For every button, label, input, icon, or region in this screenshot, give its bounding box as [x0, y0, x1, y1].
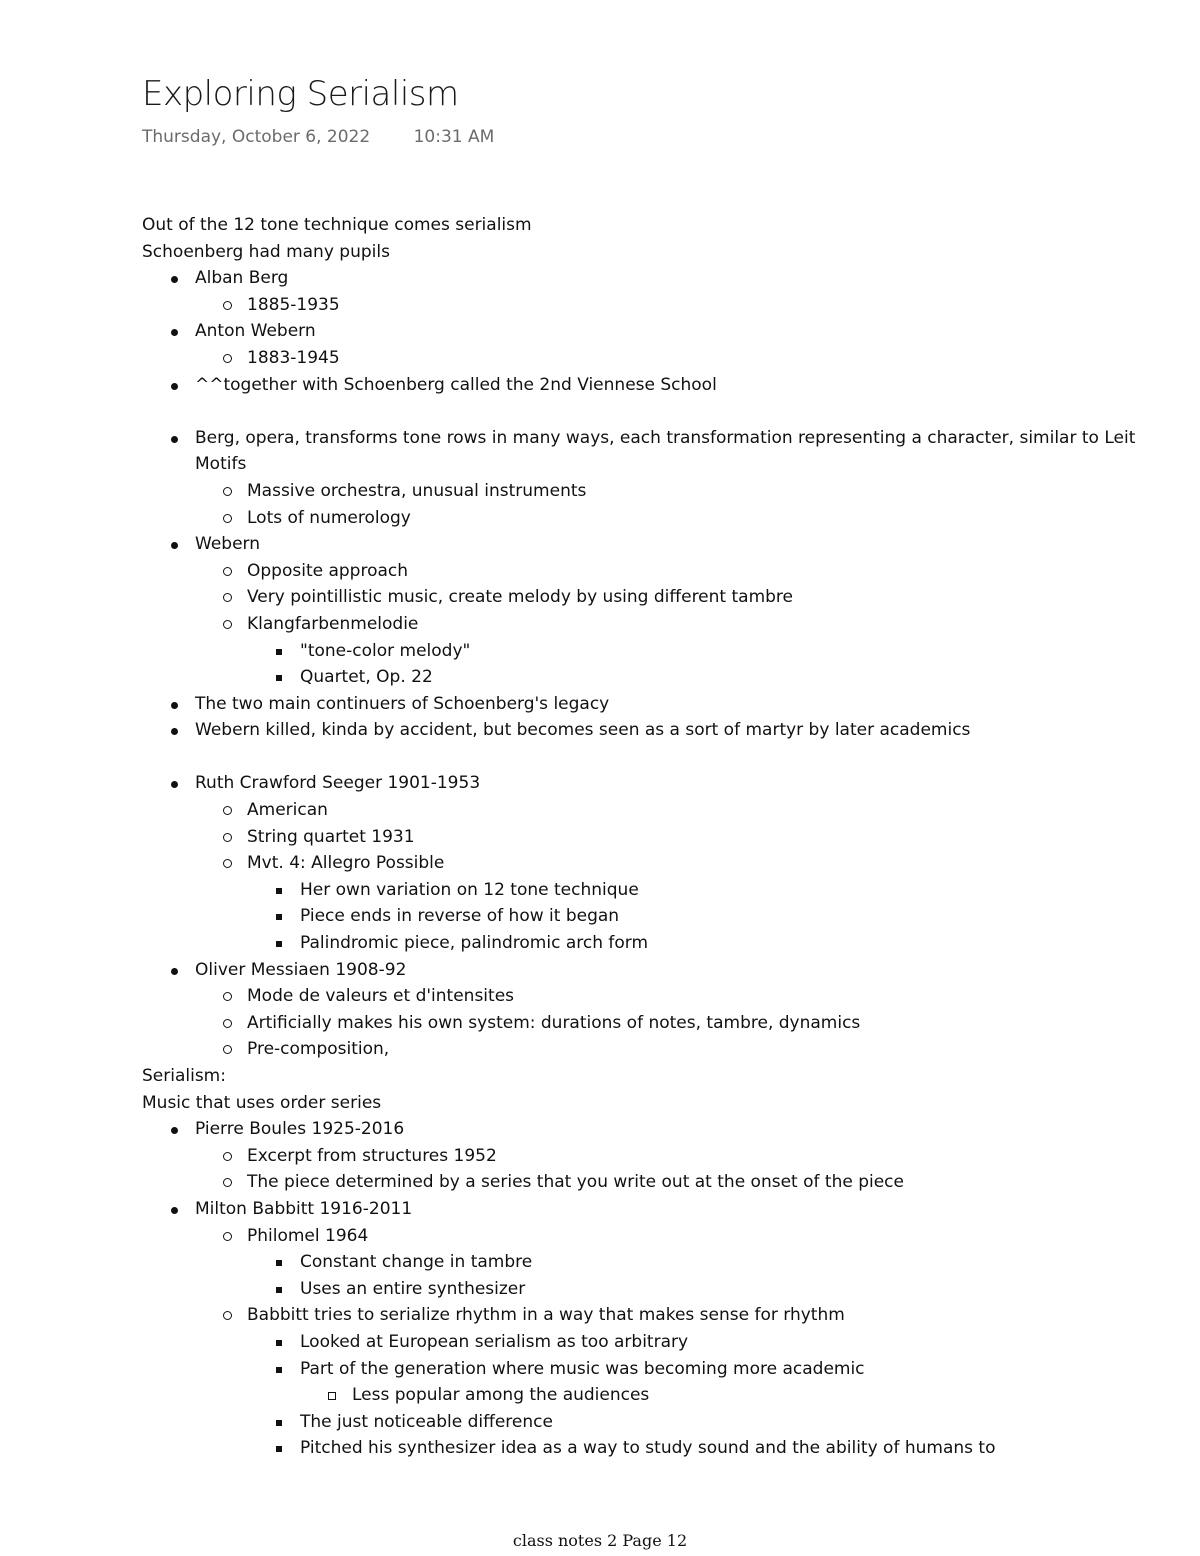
circle-bullet-icon: [223, 1152, 232, 1161]
circle-bullet-icon: [223, 833, 232, 842]
notes-body: [142, 212, 1142, 1462]
circle-bullet-icon: [223, 806, 232, 815]
outline-item-text: Artificially makes his own system: durations of notes, tambre, dynamics: [247, 1012, 861, 1033]
square-bullet-icon: [276, 914, 282, 920]
note-line: [142, 1090, 1142, 1117]
outline-item-text: Serialism:: [142, 1066, 226, 1086]
outline-item-text: Klangfarbenmelodie: [247, 613, 419, 634]
outline-item: [142, 1010, 1142, 1037]
outline-item-text: Mvt. 4: Allegro Possible: [247, 853, 445, 874]
outline-item-text: American: [247, 800, 328, 821]
outline-item-text: Very pointillistic music, create melody by using different tambre: [247, 587, 793, 608]
outline-item-text: 1883-1945: [247, 347, 340, 368]
outline-item-text: Out of the 12 tone technique comes serialism: [142, 215, 532, 235]
circle-bullet-icon: [223, 354, 232, 363]
outline-item-text: Pre-composition,: [247, 1039, 390, 1060]
outline-item: [142, 345, 1142, 372]
page-footer: class notes 2 Page 12: [512, 1531, 688, 1550]
outline-item: [142, 850, 1142, 877]
square-bullet-icon: [276, 1287, 282, 1293]
outline-item: [142, 1116, 1142, 1143]
outline-item: [142, 664, 1142, 691]
outline-item-text: Massive orchestra, unusual instruments: [247, 480, 587, 501]
outline-item: [142, 1435, 1142, 1462]
outline-item: [142, 877, 1142, 904]
outline-item: [142, 1302, 1142, 1329]
outline-item-text: Part of the generation where music was becoming more academic: [300, 1358, 865, 1379]
circle-bullet-icon: [223, 593, 232, 602]
outline-item-text: Webern killed, kinda by accident, but becomes seen as a sort of martyr by later academics: [195, 720, 971, 741]
outline-item-text: The two main continuers of Schoenberg's legacy: [195, 693, 610, 714]
outline-item-text: Milton Babbitt 1916-2011: [195, 1198, 413, 1219]
circle-bullet-icon: [223, 992, 232, 1001]
outline-item: [142, 691, 1142, 718]
circle-bullet-icon: [223, 487, 232, 496]
outline-item-text: Excerpt from structures 1952: [247, 1145, 497, 1166]
page-date: Thursday, October 6, 2022: [142, 127, 371, 147]
circle-bullet-icon: [223, 1232, 232, 1241]
outline-item-text: Pierre Boules 1925-2016: [195, 1119, 405, 1140]
outline-item-text: Alban Berg: [195, 268, 289, 289]
outline-item-text: Constant change in tambre: [300, 1252, 533, 1273]
outline-item-text: Opposite approach: [247, 560, 409, 581]
outline-item-text: String quartet 1931: [247, 826, 415, 847]
square-bullet-icon: [276, 1367, 282, 1373]
outline-item: [142, 531, 1142, 558]
circle-bullet-icon: [223, 1045, 232, 1054]
outline-item-text: Her own variation on 12 tone technique: [300, 879, 639, 900]
outline-item: [142, 1169, 1142, 1196]
outline-item: [142, 717, 1142, 744]
outline-item-text: ^^together with Schoenberg called the 2nd Viennese School: [195, 374, 717, 395]
circle-bullet-icon: [223, 1019, 232, 1028]
outline-item-text: Music that uses order series: [142, 1092, 382, 1113]
page-title: Exploring Serialism: [142, 74, 459, 114]
outline-item: [142, 1409, 1142, 1436]
outline-item-text: Schoenberg had many pupils: [142, 241, 390, 262]
circle-bullet-icon: [223, 620, 232, 629]
outline-item: [142, 930, 1142, 957]
outline-item: [142, 265, 1142, 292]
square-bullet-icon: [276, 888, 282, 894]
outline-item-text: Quartet, Op. 22: [300, 667, 433, 688]
note-line: [142, 1063, 1142, 1090]
outline-item: [142, 505, 1142, 532]
outline-item: [142, 478, 1142, 505]
square-bullet-icon: [276, 675, 282, 681]
page-meta: [142, 127, 494, 147]
circle-bullet-icon: [223, 514, 232, 523]
outline-item-text: Mode de valeurs et d'intensites: [247, 986, 515, 1007]
outline-item: [142, 425, 1142, 478]
outline-item: [142, 903, 1142, 930]
circle-bullet-icon: [223, 301, 232, 310]
square-bullet-icon: [276, 941, 282, 947]
disc-bullet-icon: [171, 1207, 178, 1214]
square-bullet-icon: [276, 1420, 282, 1426]
square-bullet-icon: [276, 1446, 282, 1452]
note-line: [142, 212, 1142, 239]
outline-item: [142, 770, 1142, 797]
outline-item-text: Uses an entire synthesizer: [300, 1278, 526, 1299]
circle-bullet-icon: [223, 859, 232, 868]
disc-bullet-icon: [171, 968, 178, 975]
square-bullet-icon: [276, 1340, 282, 1346]
page-time: 10:31 AM: [413, 127, 495, 147]
outline-item: [142, 1143, 1142, 1170]
outline-item: [142, 1329, 1142, 1356]
disc-bullet-icon: [171, 781, 178, 788]
outline-item: [142, 824, 1142, 851]
outline-item: [142, 372, 1142, 399]
outline-item: [142, 1356, 1142, 1383]
outline-item-text: Palindromic piece, palindromic arch form: [300, 933, 649, 954]
circle-bullet-icon: [223, 1178, 232, 1187]
circle-bullet-icon: [223, 567, 232, 576]
disc-bullet-icon: [171, 728, 178, 735]
outline-item-text: Oliver Messiaen 1908-92: [195, 959, 407, 980]
outline-item: [142, 292, 1142, 319]
disc-bullet-icon: [171, 383, 178, 390]
outline-item: [142, 1276, 1142, 1303]
outline-item: [142, 1036, 1142, 1063]
outline-item-text: Babbitt tries to serialize rhythm in a way that makes sense for rhythm: [247, 1305, 845, 1326]
blank-line: [142, 398, 1142, 425]
outline-item-text: The just noticeable difference: [300, 1411, 553, 1432]
outline-item: [142, 1196, 1142, 1223]
outline-item: [142, 797, 1142, 824]
outline-item-text: Webern: [195, 534, 260, 555]
outline-item-text: The piece determined by a series that you write out at the onset of the piece: [247, 1172, 904, 1193]
disc-bullet-icon: [171, 1127, 178, 1134]
outline-item: [142, 611, 1142, 638]
outline-item: [142, 1382, 1142, 1409]
outline-item-text: Less popular among the audiences: [352, 1385, 650, 1406]
outline-item-text: Lots of numerology: [247, 507, 411, 528]
outline-item: [142, 318, 1142, 345]
hollow-square-bullet-icon: [328, 1392, 336, 1400]
outline-item: [142, 1249, 1142, 1276]
disc-bullet-icon: [171, 542, 178, 549]
outline-item-text: "tone-color melody": [300, 640, 471, 661]
blank-line: [142, 744, 1142, 771]
outline-item-text: Anton Webern: [195, 321, 316, 342]
outline-item: [142, 1223, 1142, 1250]
outline-item-text: Berg, opera, transforms tone rows in many ways, each transformation representing a character, similar to Leit Motifs: [195, 427, 1136, 475]
disc-bullet-icon: [171, 436, 178, 443]
outline-item-text: 1885-1935: [247, 294, 340, 315]
disc-bullet-icon: [171, 702, 178, 709]
outline-item: [142, 638, 1142, 665]
outline-item-text: Pitched his synthesizer idea as a way to study sound and the ability of humans to: [300, 1438, 996, 1459]
outline-item: [142, 558, 1142, 585]
outline-item: [142, 584, 1142, 611]
circle-bullet-icon: [223, 1311, 232, 1320]
outline-item-text: Looked at European serialism as too arbitrary: [300, 1331, 689, 1352]
square-bullet-icon: [276, 1260, 282, 1266]
outline-item-text: Ruth Crawford Seeger 1901-1953: [195, 773, 481, 794]
outline-item-text: Philomel 1964: [247, 1225, 369, 1246]
outline-item: [142, 983, 1142, 1010]
disc-bullet-icon: [171, 329, 178, 336]
disc-bullet-icon: [171, 276, 178, 283]
square-bullet-icon: [276, 649, 282, 655]
note-line: [142, 239, 1142, 266]
outline-item-text: Piece ends in reverse of how it began: [300, 906, 620, 927]
outline-item: [142, 957, 1142, 984]
